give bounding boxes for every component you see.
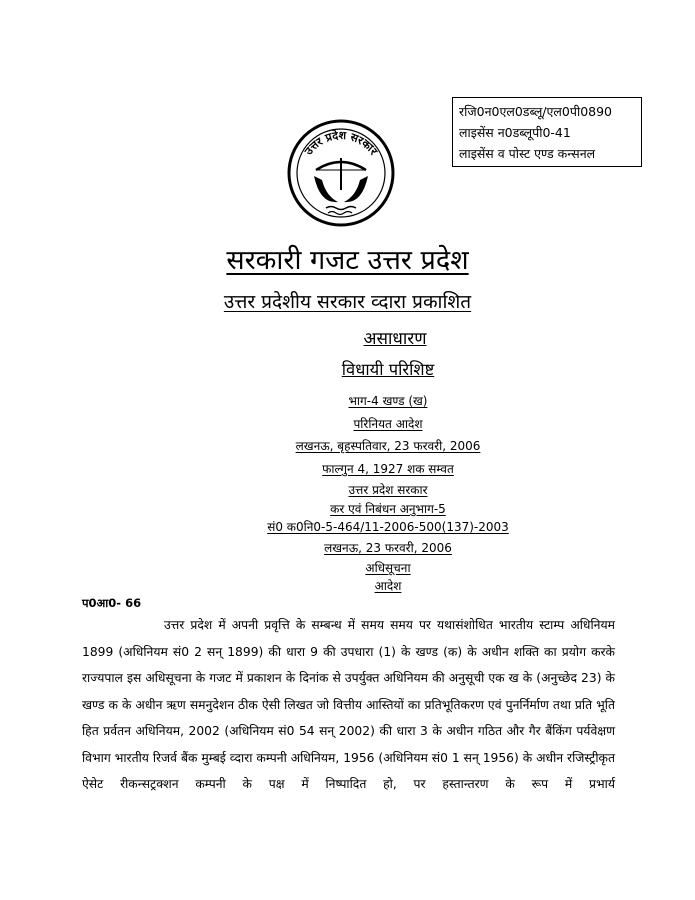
notification-date: लखनऊ, 23 फरवरी, 2006	[324, 541, 452, 555]
order-label: आदेश	[374, 579, 402, 593]
reference-number: प0आ0- 66	[82, 596, 142, 610]
body-text: उत्तर प्रदेश में अपनी प्रवृत्ति के सम्बन्ध में समय समय पर यथासंशोधित भारतीय स्टाम्प अधिनियम 1899 (अधिनियम सं0 2 सन् 1899) की धारा 9 की उपधारा (1) के खण्ड (क) के अधीन शक्ति का प्रयोग करके राज्यपाल इस अधिसूचना के गजट में प्रकाशन के दिनांक से उपर्युक्त अधिनियम की अनुसूची एक ख के (अनुच्छेद 23) के खण्ड क के अधीन ऋण समनुदेशन ठीक ऐसी लिखत जो वित्तीय आस्तियों का प्रतिभूतिकरण एवं पुनर्निर्माण तथा प्रति भूति हित प्रर्वतन अधिनियम, 2002 (अधिनियम सं0 54 सन् 2002) की धारा 3 के अधीन गठित और गैर बैंकिंग पर्यवेक्षण विभाग भारतीय रिजर्व बैंक मुम्बई व्दारा कम्पनी अधिनियम, 1956 (अधिनियम सं0 1 सन् 1956) के अधीन रजिस्ट्रीकृत ऐसेट रीकन्सट्रक्शन कम्पनी के पक्ष में निष्पादित हो, पर हस्तान्तरण के रूप में प्रभार्य	[82, 618, 615, 791]
svg-text:उत्तर प्रदेश सरकार	[301, 128, 380, 158]
up-government-emblem-icon	[286, 118, 396, 228]
department-label: कर एवं निबंधन अनुभाग-5	[330, 502, 446, 516]
statutory-order-label: परिनियत आदेश	[353, 417, 423, 431]
emblem-text: उत्तर प्रदेश सरकार	[302, 128, 381, 158]
registration-number: रजि0न0एल0डब्लू/एल0पी0890	[459, 104, 613, 119]
part-section: भाग-4 खण्ड (ख)	[348, 394, 428, 408]
order-number: सं0 क0नि0-5-464/11-2006-500(137)-2003	[267, 520, 509, 534]
shaka-date-line: फाल्गुन 4, 1927 शक सम्वत	[322, 462, 454, 476]
date-line: लखनऊ, बृहस्पतिवार, 23 फरवरी, 2006	[295, 439, 481, 453]
supplement-label: विधायी परिशिष्ट	[341, 360, 435, 379]
registration-box	[452, 97, 642, 167]
body-paragraph	[82, 612, 615, 798]
license-postal: लाइसेंस व पोस्ट एण्ड कन्सनल	[459, 146, 596, 161]
gazette-title: सरकारी गजट उत्तर प्रदेश	[226, 245, 469, 276]
gazette-subtitle: उत्तर प्रदेशीय सरकार व्दारा प्रकाशित	[223, 291, 472, 313]
notification-label: अधिसूचना	[365, 561, 411, 575]
license-number: लाइसेंस न0डब्लूपी0-41	[459, 125, 571, 140]
extraordinary-label: असाधारण	[363, 329, 427, 349]
government-label: उत्तर प्रदेश सरकार	[348, 483, 428, 497]
